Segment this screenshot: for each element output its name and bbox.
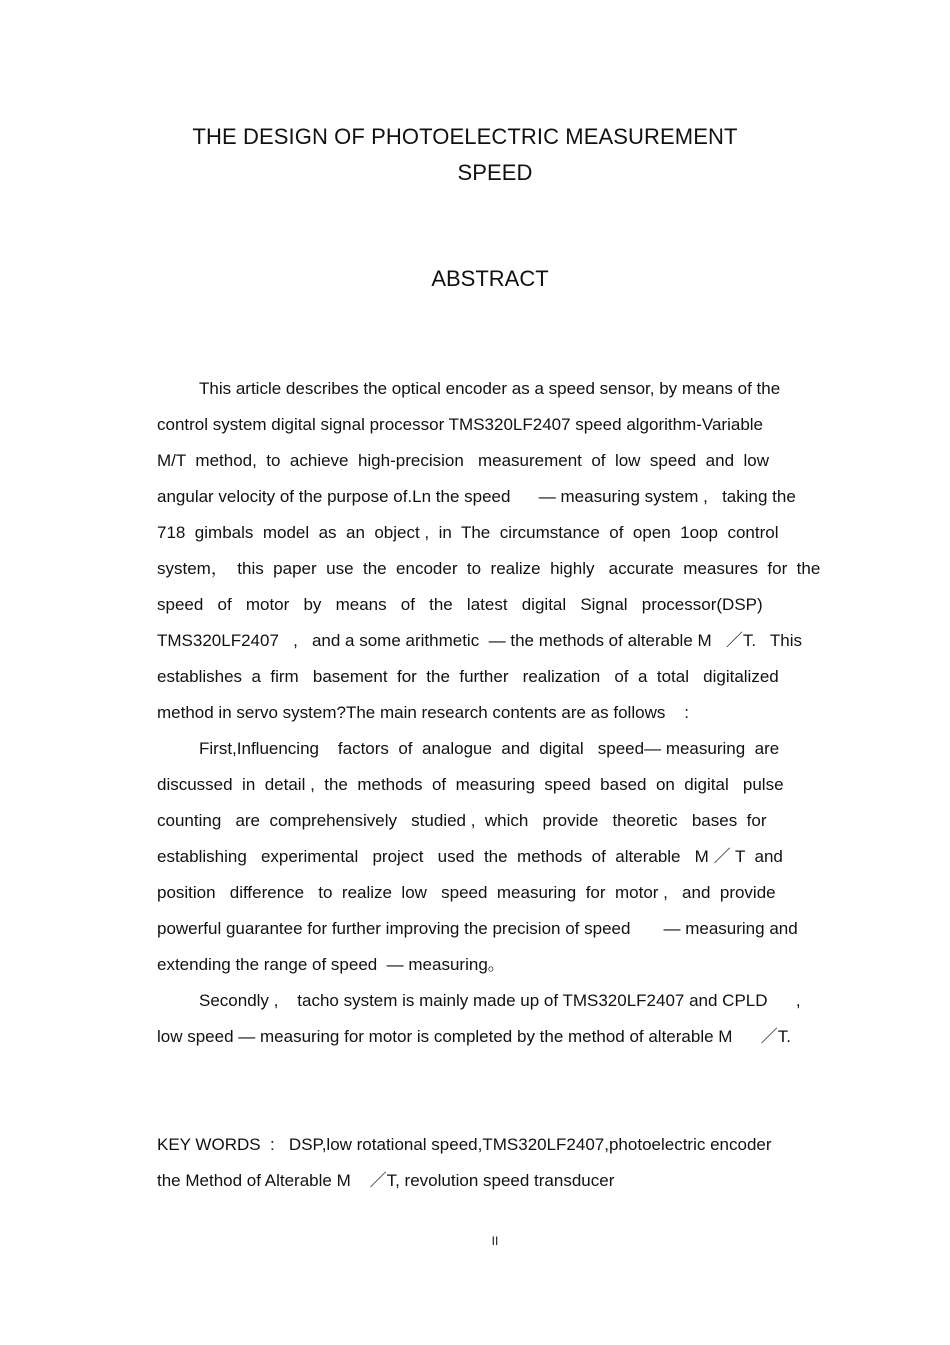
paragraph-1-line: 718 gimbals model as an object , in The circumstance of open 1oop control (157, 523, 779, 542)
paragraph-2-line: powerful guarantee for further improving the precision of speed — measuring and (157, 919, 798, 938)
paragraph-2-line: counting are comprehensively studied , which provide theoretic bases for (157, 811, 767, 830)
paragraph-1-line: M/T method, to achieve high-precision measurement of low speed and low (157, 451, 769, 470)
paragraph-1-line: This article describes the optical encoder as a speed sensor, by means of the (199, 379, 781, 398)
title-line-1: THE DESIGN OF PHOTOELECTRIC MEASUREMENT (192, 124, 738, 149)
paragraph-2-line: establishing experimental project used the methods of alterable M ／ T and (157, 847, 783, 866)
paragraph-1-line: establishes a firm basement for the further realization of a total digitalized (157, 667, 779, 686)
paragraph-2-line: extending the range of speed — measuring。 (157, 955, 505, 974)
title-line-2: SPEED (457, 160, 533, 185)
abstract-body (157, 371, 837, 1055)
document-title (0, 119, 930, 191)
paragraph-2-line: First,Influencing factors of analogue and digital speed— measuring are (199, 739, 780, 758)
paragraph-1-line: speed of motor by means of the latest digital Signal processor(DSP) (157, 595, 763, 614)
keywords-block (157, 1127, 857, 1199)
keywords-line-2: the Method of Alterable M ／T, revolution speed transducer (157, 1171, 615, 1190)
paragraph-2-line: position difference to realize low speed measuring for motor , and provide (157, 883, 776, 902)
abstract-heading: ABSTRACT (431, 266, 549, 291)
page-number: II (491, 1234, 499, 1248)
paragraph-1-line: control system digital signal processor TMS320LF2407 speed algorithm-Variable (157, 415, 764, 434)
keywords-line-1: KEY WORDS : DSP,low rotational speed,TMS320LF2407,photoelectric encoder (157, 1135, 772, 1154)
paragraph-3-line: Secondly , tacho system is mainly made up of TMS320LF2407 and CPLD , (199, 991, 801, 1010)
paragraph-1-line: TMS320LF2407 , and a some arithmetic — the methods of alterable M ／T. This (157, 631, 803, 650)
paragraph-1-line: angular velocity of the purpose of.Ln the speed — measuring system , taking the (157, 487, 796, 506)
paragraph-2-line: discussed in detail , the methods of measuring speed based on digital pulse (157, 775, 784, 794)
paragraph-3-line: low speed — measuring for motor is completed by the method of alterable M ／T. (157, 1027, 792, 1046)
paragraph-1-line: system， this paper use the encoder to realize highly accurate measures for the (157, 559, 821, 578)
paragraph-1-line: method in servo system?The main research contents are as follows : (157, 703, 689, 722)
